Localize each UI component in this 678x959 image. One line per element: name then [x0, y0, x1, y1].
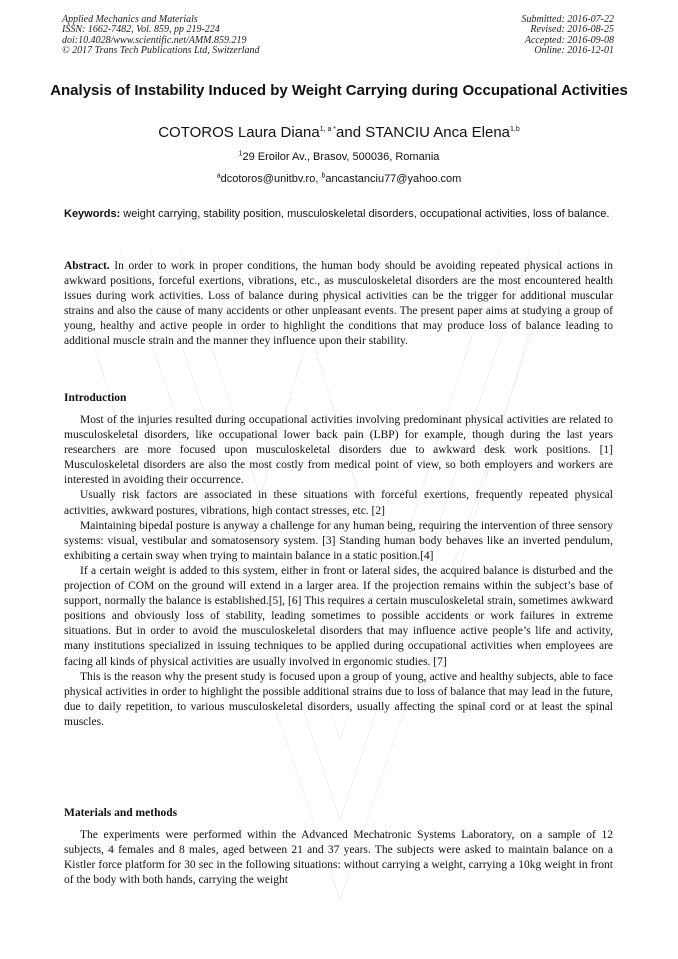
- journal-copyright: © 2017 Trans Tech Publications Ltd, Switzerland: [62, 45, 260, 57]
- intro-paragraph: Usually risk factors are associated in these situations with forceful exertions, frequently repeated physical activities, awkward postures, vibrations, high contact stresses, etc. [2]: [64, 489, 613, 517]
- journal-info: [62, 15, 260, 57]
- methods-heading: Materials and methods: [64, 807, 178, 819]
- date-accepted: Accepted: 2016-09-08: [524, 34, 614, 46]
- intro-paragraph: If a certain weight is added to this system, either in front or lateral sides, the acquired balance is disturbed and the projection of COM on the ground will extend in a larger area. If the projection remains within the subject’s base of support, normally the balance is established.[5], [6] This requires a certain musculoskeletal strain, sometimes awkward positions and obviously loss of stability, leading sometimes to possible accidents or work failures in extreme situations. But in order to avoid the musculoskeletal disorders that may influence active people’s life and activity, many institutions specialized in issuing techniques to be applied during occupational activities when employees are facing all kinds of physical activities are usually involved in ergonomic studies. [7]: [64, 564, 613, 668]
- publication-dates: [522, 15, 615, 57]
- email-b: ancastanciu77@yahoo.com: [325, 173, 462, 185]
- author-1: COTOROS Laura Diana: [158, 124, 320, 141]
- keywords-text: weight carrying, stability position, musculoskeletal disorders, occupational activities, loss of balance.: [120, 208, 610, 220]
- author-1-affil-mark: 1, a *: [319, 126, 337, 133]
- email-b-mark: b: [321, 172, 326, 180]
- author-emails: [40, 172, 638, 186]
- keywords-section: [64, 207, 613, 222]
- affiliation-text: 29 Eroilor Av., Brasov, 500036, Romania: [242, 151, 440, 163]
- methods-paragraph: The experiments were performed within the Advanced Mechatronic Systems Laboratory, on a sample of 12 subjects, 4 females and 8 males, aged between 21 and 37 years. The subjects were asked to maintain balance on a Kistler force platform for 30 sec in the following situations: without carrying a weight, carrying a 10kg weight in front of the body with both hands, carrying the weight: [64, 829, 613, 887]
- affiliation-mark: 1: [238, 150, 243, 158]
- date-submitted: Submitted: 2016-07-22: [521, 14, 614, 25]
- methods-body: [64, 828, 613, 888]
- email-a-mark: a: [216, 172, 221, 180]
- email-a: dcotoros@unitbv.ro,: [220, 173, 322, 185]
- author-line: [40, 123, 638, 142]
- abstract-section: [64, 259, 613, 350]
- journal-doi: doi:10.4028/www.scientific.net/AMM.859.219: [62, 34, 247, 46]
- intro-paragraph: This is the reason why the present study is focused upon a group of young, active and healthy subjects, able to face physical activities in order to highlight the possible additional strains due to loss of balance that may lead in the future, due to daily repetition, to various musculoskeletal disorders, usually affecting the spinal cord or at least the spinal muscles.: [64, 670, 613, 728]
- journal-issn: ISSN: 1662-7482, Vol. 859, pp 219-224: [62, 24, 220, 36]
- keywords-label: Keywords:: [64, 208, 121, 220]
- intro-paragraph: Maintaining bipedal posture is anyway a challenge for any human being, requiring the intervention of three sensory systems: visual, vestibular and somatosensory system. [3] Standing human body behaves like an inverted pendulum, exhibiting a certain sway when trying to maintain balance in a static position.[4]: [64, 519, 613, 562]
- date-revised: Revised: 2016-08-25: [530, 24, 614, 36]
- author-and: and STANCIU Anca Elena: [336, 124, 511, 141]
- date-online: Online: 2016-12-01: [534, 45, 614, 57]
- affiliation: [40, 150, 638, 164]
- intro-paragraph: Most of the injuries resulted during occupational activities involving predominant physical activities are related to musculoskeletal disorders, like occupational lower back pain (LBP) for example, though during the last years researchers are more focused upon musculoskeletal disorders due to awkward desk work positions. [1] Musculoskeletal disorders are also the most costly from medical point of view, so both employers and workers are interested in avoiding their occurrence.: [64, 414, 613, 487]
- abstract-text: In order to work in proper conditions, the human body should be avoiding repeated physical actions in awkward positions, forceful exertions, vibrations, etc., as musculoskeletal disorders are the most encountered health issues during work activities. Loss of balance during physical activities can be the trigger for additional muscular strains and also the cause of many accidents or other unpleasant events. The present paper aims at studying a group of young, healthy and active people in order to highlight the conditions that may produce loss of balance leading to additional muscle strain and the manner they influence upon their stability.: [64, 260, 613, 348]
- introduction-heading: Introduction: [64, 392, 127, 404]
- abstract-label: Abstract.: [64, 260, 110, 272]
- journal-name: Applied Mechanics and Materials: [62, 14, 198, 25]
- author-2-affil-mark: 1,b: [510, 126, 520, 133]
- introduction-body: [64, 413, 613, 730]
- paper-title: Analysis of Instability Induced by Weight Carrying during Occupational Activities: [50, 82, 628, 99]
